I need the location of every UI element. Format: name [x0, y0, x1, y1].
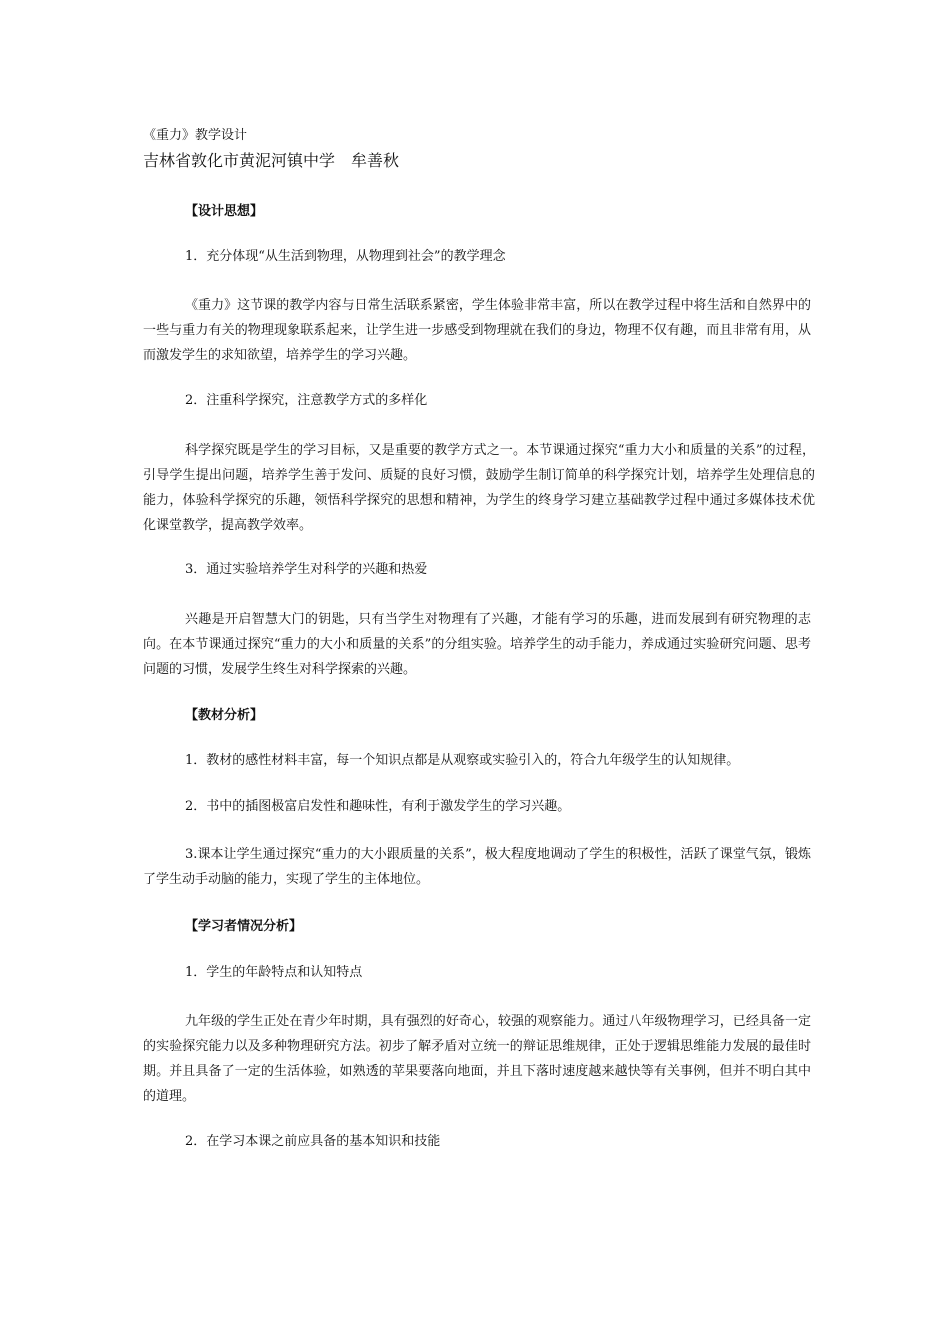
learners-paragraph-1: 九年级的学生正处在青少年时期，具有强烈的好奇心，较强的观察能力。通过八年级物理学习，已经具备一定的实验探究能力以及多种物理研究方法。初步了解矛盾对立统一的辩证思维规律，正处于逻辑思维能力发展的最佳时期。并且具备了一定的生活体验，如熟透的苹果要落向地面，并且下落时速度越来越快等有关事例，但并不明白其中的道理。: [143, 1014, 811, 1104]
author-line: 吉林省敦化市黄泥河镇中学 牟善秋: [143, 151, 400, 170]
textbook-item-1: 1．教材的感性材料丰富，每一个知识点都是从观察或实验引入的，符合九年级学生的认知规律。: [185, 753, 740, 768]
section-heading-learners: 【学习者情况分析】: [185, 919, 303, 934]
learners-item-2: 2．在学习本课之前应具备的基本知识和技能: [185, 1134, 441, 1149]
design-item-3: 3．通过实验培养学生对科学的兴趣和热爱: [185, 562, 428, 577]
section-heading-design: 【设计思想】: [185, 204, 264, 219]
design-item-1: 1．充分体现“从生活到物理，从物理到社会”的教学理念: [185, 249, 506, 264]
design-paragraph-3: 兴趣是开启智慧大门的钥匙，只有当学生对物理有了兴趣，才能有学习的乐趣，进而发展到有研究物理的志向。在本节课通过探究“重力的大小和质量的关系”的分组实验。培养学生的动手能力，养成通过实验研究问题、思考问题的习惯，发展学生终生对科学探索的兴趣。: [143, 612, 811, 677]
design-paragraph-1: 《重力》这节课的教学内容与日常生活联系紧密，学生体验非常丰富，所以在教学过程中将生活和自然界中的一些与重力有关的物理现象联系起来，让学生进一步感受到物理就在我们的身边，物理不仅有趣，而且非常有用，从而激发学生的求知欲望，培养学生的学习兴趣。: [143, 298, 811, 363]
section-heading-textbook: 【教材分析】: [185, 708, 264, 723]
design-item-2: 2．注重科学探究，注意教学方式的多样化: [185, 393, 428, 408]
document-title: 《重力》教学设计: [143, 128, 248, 143]
learners-item-1: 1．学生的年龄特点和认知特点: [185, 965, 363, 980]
textbook-item-3: 3.课本让学生通过探究“重力的大小跟质量的关系”，极大程度地调动了学生的积极性，活跃了课堂气氛，锻炼了学生动手动脑的能力，实现了学生的主体地位。: [143, 847, 811, 887]
design-paragraph-2: 科学探究既是学生的学习目标，又是重要的教学方式之一。本节课通过探究“重力大小和质量的关系”的过程，引导学生提出问题，培养学生善于发问、质疑的良好习惯，鼓励学生制订简单的科学探究计划，培养学生处理信息的能力，体验科学探究的乐趣，领悟科学探究的思想和精神，为学生的终身学习建立基础教学过程中通过多媒体技术优化课堂教学，提高教学效率。: [143, 443, 815, 533]
textbook-item-2: 2．书中的插图极富启发性和趣味性，有利于激发学生的学习兴趣。: [185, 799, 571, 814]
